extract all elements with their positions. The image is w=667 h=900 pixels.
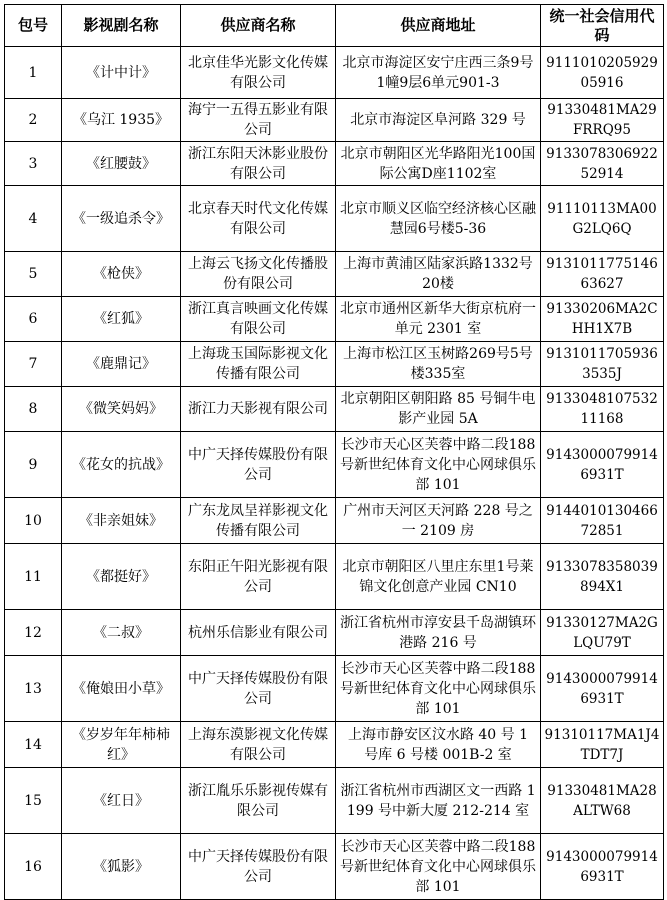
address-cell: 上海市静安区汶水路 40 号 1 号库 6 号楼 001B-2 室: [336, 722, 541, 768]
header-address: 供应商地址: [336, 5, 541, 47]
title-cell: 《计中计》: [62, 47, 181, 99]
supplier-cell: 浙江真言映画文化传媒有限公司: [181, 297, 336, 342]
table-row: [5, 297, 664, 342]
credit-code-cell: 913101177514663627: [541, 252, 664, 297]
credit-code-cell: 91310117059363535J: [541, 342, 664, 387]
table-row: [5, 47, 664, 99]
credit-code-cell: 91430000799146931T: [541, 432, 664, 498]
supplier-cell: 浙江东阳天沐影业股份有限公司: [181, 142, 336, 186]
title-cell: 《花女的抗战》: [62, 432, 181, 498]
address-cell: 浙江省杭州市淳安县千岛湖镇环港路 216 号: [336, 610, 541, 656]
package-no: 14: [5, 722, 62, 768]
title-cell: 《一级追杀令》: [62, 186, 181, 252]
table-row: [5, 834, 664, 900]
package-no: 9: [5, 432, 62, 498]
credit-code-cell: 9133078358039894X1: [541, 544, 664, 610]
address-cell: 浙江省杭州市西湖区文一西路 1199 号中新大厦 212-214 室: [336, 768, 541, 834]
table-row: [5, 142, 664, 186]
address-cell: 长沙市天心区芙蓉中路二段188号新世纪体育文化中心网球俱乐部 101: [336, 656, 541, 722]
table-row: [5, 342, 664, 387]
title-cell: 《狐影》: [62, 834, 181, 900]
address-cell: 上海市松江区玉树路269号5号楼335室: [336, 342, 541, 387]
credit-code-cell: 91330481MA28ALTW68: [541, 768, 664, 834]
package-no: 10: [5, 498, 62, 544]
credit-code-cell: 91110113MA00G2LQ6Q: [541, 186, 664, 252]
package-no: 12: [5, 610, 62, 656]
package-no: 5: [5, 252, 62, 297]
table-row: [5, 656, 664, 722]
package-no: 3: [5, 142, 62, 186]
title-cell: 《微笑妈妈》: [62, 387, 181, 432]
supplier-cell: 北京春天时代文化传媒有限公司: [181, 186, 336, 252]
title-cell: 《鹿鼎记》: [62, 342, 181, 387]
supplier-cell: 广东龙凤呈祥影视文化传播有限公司: [181, 498, 336, 544]
title-cell: 《红日》: [62, 768, 181, 834]
supplier-cell: 上海珑玉国际影视文化传播有限公司: [181, 342, 336, 387]
title-cell: 《乌江 1935》: [62, 99, 181, 142]
table-row: [5, 498, 664, 544]
supplier-cell: 中广天择传媒股份有限公司: [181, 656, 336, 722]
table-row: [5, 186, 664, 252]
table-row: [5, 722, 664, 768]
table-row: [5, 768, 664, 834]
table-row: [5, 99, 664, 142]
supplier-cell: 中广天择传媒股份有限公司: [181, 432, 336, 498]
table-row: [5, 432, 664, 498]
package-no: 15: [5, 768, 62, 834]
credit-code-cell: 91330127MA2GLQU79T: [541, 610, 664, 656]
address-cell: 北京市海淀区安宁庄西三条9号1幢9层6单元901-3: [336, 47, 541, 99]
address-cell: 广州市天河区天河路 228 号之一 2109 房: [336, 498, 541, 544]
address-cell: 北京市朝阳区光华路阳光100国际公寓D座1102室: [336, 142, 541, 186]
title-cell: 《岁岁年年柿柿红》: [62, 722, 181, 768]
header-supplier: 供应商名称: [181, 5, 336, 47]
credit-code-cell: 91430000799146931T: [541, 656, 664, 722]
header-package-no: 包号: [5, 5, 62, 47]
credit-code-cell: 91330481MA29FRRQ95: [541, 99, 664, 142]
package-no: 11: [5, 544, 62, 610]
supplier-cell: 上海云飞扬文化传播股份有限公司: [181, 252, 336, 297]
package-no: 8: [5, 387, 62, 432]
package-no: 7: [5, 342, 62, 387]
credit-code-cell: 913304810753211168: [541, 387, 664, 432]
title-cell: 《都挺好》: [62, 544, 181, 610]
address-cell: 北京市顺义区临空经济核心区融慧园6号楼5-36: [336, 186, 541, 252]
header-title: 影视剧名称: [62, 5, 181, 47]
address-cell: 上海市黄浦区陆家浜路1332号20楼: [336, 252, 541, 297]
title-cell: 《红狐》: [62, 297, 181, 342]
title-cell: 《红腰鼓》: [62, 142, 181, 186]
supplier-cell: 浙江力天影视有限公司: [181, 387, 336, 432]
credit-code-cell: 911101020592905916: [541, 47, 664, 99]
table-row: [5, 544, 664, 610]
supplier-cell: 杭州乐信影业有限公司: [181, 610, 336, 656]
package-no: 13: [5, 656, 62, 722]
package-no: 2: [5, 99, 62, 142]
address-cell: 北京市朝阳区八里庄东里1号莱锦文化创意产业园 CN10: [336, 544, 541, 610]
title-cell: 《二叔》: [62, 610, 181, 656]
credit-code-cell: 914401013046672851: [541, 498, 664, 544]
address-cell: 北京市通州区新华大街京杭府一单元 2301 室: [336, 297, 541, 342]
supplier-cell: 浙江胤乐乐影视传媒有限公司: [181, 768, 336, 834]
credit-code-cell: 913307830692252914: [541, 142, 664, 186]
table-row: [5, 610, 664, 656]
title-cell: 《枪侠》: [62, 252, 181, 297]
package-no: 16: [5, 834, 62, 900]
package-no: 4: [5, 186, 62, 252]
title-cell: 《俺娘田小草》: [62, 656, 181, 722]
credit-code-cell: 91430000799146931T: [541, 834, 664, 900]
title-cell: 《非亲姐妹》: [62, 498, 181, 544]
table-row: [5, 252, 664, 297]
package-no: 6: [5, 297, 62, 342]
supplier-cell: 上海东漠影视文化传媒有限公司: [181, 722, 336, 768]
header-credit-code: 统一社会信用代码: [541, 5, 664, 47]
address-cell: 长沙市天心区芙蓉中路二段188号新世纪体育文化中心网球俱乐部 101: [336, 834, 541, 900]
supplier-table: [4, 4, 664, 900]
address-cell: 北京市海淀区阜河路 329 号: [336, 99, 541, 142]
package-no: 1: [5, 47, 62, 99]
credit-code-cell: 91330206MA2CHH1X7B: [541, 297, 664, 342]
address-cell: 长沙市天心区芙蓉中路二段188号新世纪体育文化中心网球俱乐部 101: [336, 432, 541, 498]
supplier-cell: 中广天择传媒股份有限公司: [181, 834, 336, 900]
supplier-cell: 海宁一五得五影业有限公司: [181, 99, 336, 142]
supplier-cell: 北京佳华光影文化传媒有限公司: [181, 47, 336, 99]
credit-code-cell: 91310117MA1J4TDT7J: [541, 722, 664, 768]
header-row: [5, 5, 664, 47]
supplier-cell: 东阳正午阳光影视有限公司: [181, 544, 336, 610]
table-row: [5, 387, 664, 432]
address-cell: 北京朝阳区朝阳路 85 号铜牛电影产业园 5A: [336, 387, 541, 432]
